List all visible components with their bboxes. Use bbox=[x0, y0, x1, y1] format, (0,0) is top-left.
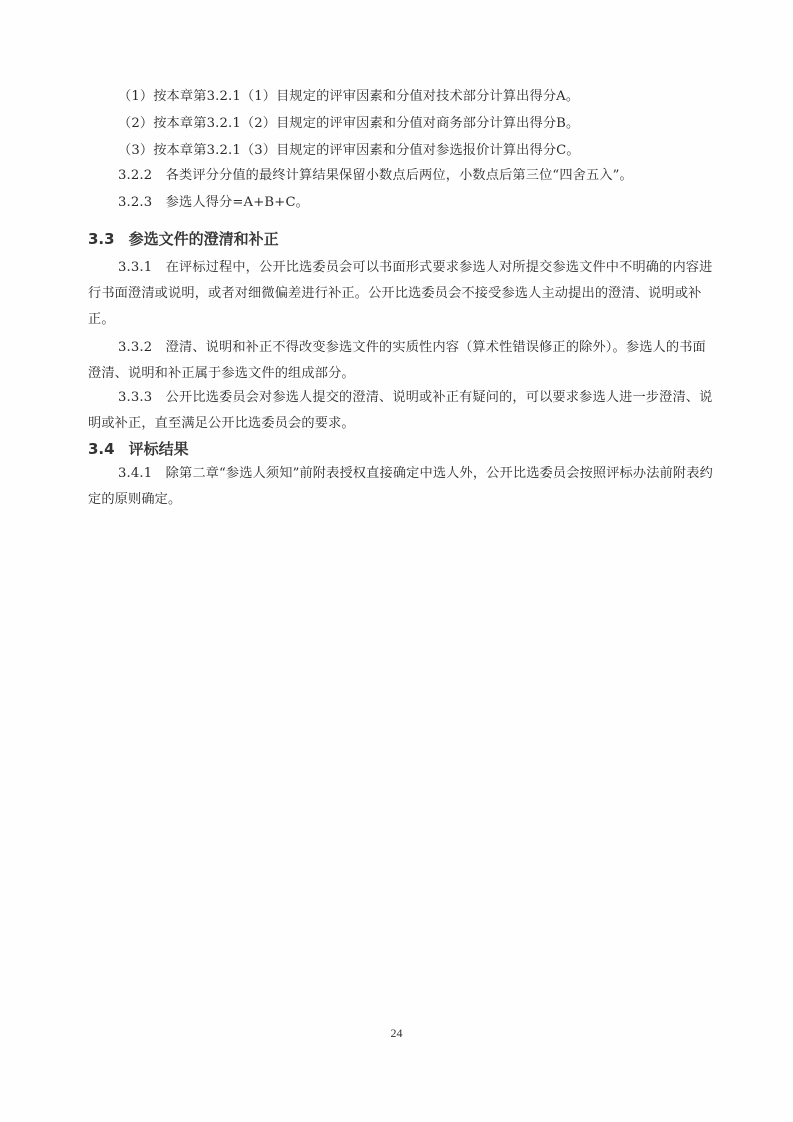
paragraph-3-3-1: 3.3.1 在评标过程中，公开比选委员会可以书面形式要求参选人对所提交参选文件中不明确的内容进行书面澄清或说明，或者对细微偏差进行补正。公开比选委员会不接受参选人主动提出的澄清、说明或补正。 bbox=[88, 260, 713, 327]
paragraph-3-3-3: 3.3.3 公开比选委员会对参选人提交的澄清、说明或补正有疑问的，可以要求参选人进一步澄清、说明或补正，直至满足公开比选委员会的要求。 bbox=[88, 390, 713, 431]
page-number: 24 bbox=[390, 1026, 403, 1040]
paragraph-3-3-2: 3.3.2 澄清、说明和补正不得改变参选文件的实质性内容（算术性错误修正的除外）。参选人的书面澄清、说明和补正属于参选文件的组成部分。 bbox=[88, 340, 706, 381]
section-number: 3.4 bbox=[88, 440, 115, 458]
paragraph-3-2-3: 3.2.3 参选人得分=A+B+C。 bbox=[118, 195, 310, 210]
section-title: 参选文件的澄清和补正 bbox=[128, 230, 279, 248]
paragraph-3-2-2: 3.2.2 各类评分分值的最终计算结果保留小数点后两位，小数点后第三位“四舍五入”。 bbox=[118, 168, 633, 183]
paragraph-3-4-1: 3.4.1 除第二章“参选人须知”前附表授权直接确定中选人外，公开比选委员会按照评标办法前附表约定的原则确定。 bbox=[88, 466, 713, 507]
section-title: 评标结果 bbox=[128, 440, 189, 458]
item-3-2-1-2: （2）按本章第3.2.1（2）目规定的评审因素和分值对商务部分计算出得分B。 bbox=[118, 116, 580, 131]
item-3-2-1-1: （1）按本章第3.2.1（1）目规定的评审因素和分值对技术部分计算出得分A。 bbox=[118, 89, 580, 104]
section-heading-3-3 bbox=[88, 228, 279, 250]
section-number: 3.3 bbox=[88, 230, 115, 248]
item-3-2-1-3: （3）按本章第3.2.1（3）目规定的评审因素和分值对参选报价计算出得分C。 bbox=[118, 143, 580, 158]
section-heading-3-4 bbox=[88, 438, 189, 460]
